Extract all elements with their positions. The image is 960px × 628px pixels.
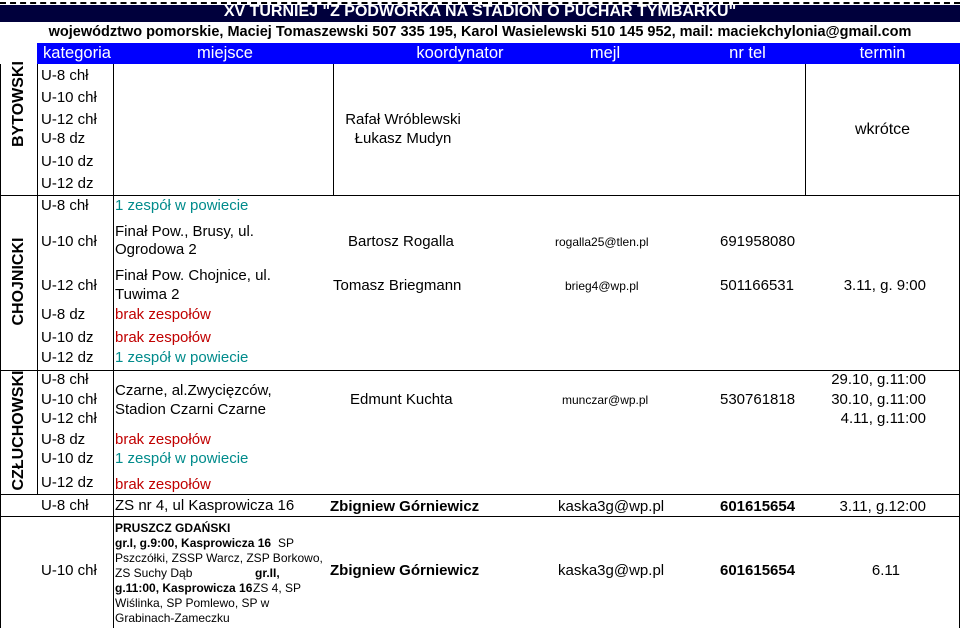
coordinator-name: Rafał Wróblewski bbox=[345, 111, 461, 128]
place-text: 1 zespół w powiecie bbox=[115, 197, 249, 214]
phone-number: 601615654 bbox=[720, 498, 796, 515]
place-text: g.11:00, Kasprowicza 16 bbox=[115, 581, 253, 595]
grid-left bbox=[0, 64, 1, 495]
place-text: brak zespołów bbox=[115, 306, 211, 323]
place-text: 1 zespół w powiecie bbox=[115, 349, 249, 366]
place-text: gr.II, bbox=[255, 566, 280, 580]
place-text: brak zespołów bbox=[115, 329, 211, 346]
page-title: XV TURNIEJ "Z PODWÓRKA NA STADION O PUCHAR TYMBARKU" bbox=[223, 3, 737, 20]
place-text: Czarne, al.Zwycięzców, bbox=[115, 382, 272, 399]
page-subtitle: województwo pomorskie, Maciej Tomaszewski 507 335 195, Karol Wasielewski 510 145 952, mail: maciekchylonia@gmail.com bbox=[48, 24, 912, 40]
place-text: Finał Pow., Brusy, ul. bbox=[115, 223, 254, 240]
place-text: Grabinach-Zameczku bbox=[115, 611, 230, 625]
category-label: U-10 dz bbox=[41, 329, 94, 346]
place-text: brak zespołów bbox=[115, 431, 211, 448]
place-text: ZS 4, SP bbox=[253, 581, 302, 595]
termin-value: 3.11, g.12:00 bbox=[839, 498, 926, 515]
phone-number: 530761818 bbox=[720, 391, 796, 408]
section-label-czluchow: CZŁUCHOWSKI bbox=[10, 370, 27, 491]
header-kategoria: kategoria bbox=[43, 44, 111, 62]
place-text: Wiślinka, SP Pomlewo, SP w bbox=[115, 596, 270, 610]
category-label: U-12 chł bbox=[41, 277, 97, 294]
place-text: ZS nr 4, ul Kasprowicza 16 bbox=[115, 497, 295, 514]
category-label: U-12 dz bbox=[41, 474, 94, 491]
termin-value: 3.11, g. 9:00 bbox=[843, 277, 926, 294]
email-text: kaska3g@wp.pl bbox=[558, 498, 665, 515]
category-label: U-12 chł bbox=[41, 410, 97, 427]
place-text: PRUSZCZ GDAŃSKI bbox=[115, 521, 231, 535]
place-text: Pszczółki, ZSSP Warcz, ZSP Borkowo, bbox=[115, 551, 323, 565]
category-label: U-8 dz bbox=[41, 431, 86, 448]
category-label: U-8 dz bbox=[41, 306, 86, 323]
phone-number: 501166531 bbox=[720, 277, 794, 294]
place-text: Tuwima 2 bbox=[115, 286, 180, 303]
place-text: gr.I, g.9:00, Kasprowicza 16 bbox=[115, 536, 272, 550]
category-label: U-10 dz bbox=[41, 153, 94, 170]
email-text: munczar@wp.pl bbox=[562, 393, 649, 407]
header-mejl: mejl bbox=[589, 44, 621, 62]
place-text: SP bbox=[278, 536, 295, 550]
email-text: kaska3g@wp.pl bbox=[558, 562, 665, 579]
phone-number: 601615654 bbox=[720, 562, 796, 579]
category-label: U-10 chł bbox=[41, 562, 97, 579]
category-label: U-8 chł bbox=[41, 497, 89, 514]
category-label: U-8 chł bbox=[41, 371, 89, 388]
header-koordynator: koordynator bbox=[416, 44, 504, 62]
coordinator-name: Edmunt Kuchta bbox=[350, 391, 453, 408]
termin-value: 4.11, g.11:00 bbox=[840, 410, 926, 427]
category-label: U-10 chł bbox=[41, 391, 97, 408]
place-text: brak zespołów bbox=[115, 476, 211, 493]
coordinator-name: Łukasz Mudyn bbox=[354, 130, 452, 147]
grid-section-divider bbox=[37, 64, 38, 495]
category-label: U-12 dz bbox=[41, 349, 94, 366]
termin-value: wkrótce bbox=[854, 121, 911, 138]
email-text: brieg4@wp.pl bbox=[565, 279, 639, 293]
category-label: U-10 chł bbox=[41, 233, 97, 250]
section-label-chojnice: CHOJNICKI bbox=[10, 237, 27, 326]
termin-value: 6.11 bbox=[871, 562, 900, 579]
category-label: U-12 chł bbox=[41, 111, 97, 128]
place-text: Stadion Czarni Czarne bbox=[115, 401, 266, 418]
place-text: Finał Pow. Chojnice, ul. bbox=[115, 267, 271, 284]
coordinator-name: Zbigniew Górniewicz bbox=[330, 498, 480, 515]
coordinator-name: Zbigniew Górniewicz bbox=[330, 562, 480, 579]
category-label: U-12 dz bbox=[41, 175, 94, 192]
category-label: U-8 chł bbox=[41, 197, 89, 214]
termin-value: 30.10, g.11:00 bbox=[831, 391, 926, 408]
place-text: ZS Suchy Dąb bbox=[115, 566, 193, 580]
category-label: U-8 dz bbox=[41, 130, 86, 147]
grid-left-lower bbox=[0, 495, 1, 628]
place-text: 1 zespół w powiecie bbox=[115, 450, 249, 467]
phone-number: 691958080 bbox=[720, 233, 796, 250]
category-label: U-8 chł bbox=[41, 67, 89, 84]
coordinator-name: Bartosz Rogalla bbox=[348, 233, 454, 250]
email-text: rogalla25@tlen.pl bbox=[555, 235, 649, 249]
termin-value: 29.10, g.11:00 bbox=[831, 371, 926, 388]
category-label: U-10 dz bbox=[41, 450, 94, 467]
section-label-bytow: BYTOWSKI bbox=[10, 61, 27, 147]
header-miejsce: miejsce bbox=[197, 44, 253, 62]
header-nr-tel: nr tel bbox=[729, 44, 766, 62]
coordinator-name: Tomasz Briegmann bbox=[333, 277, 462, 294]
category-label: U-10 chł bbox=[41, 89, 97, 106]
place-text: Ogrodowa 2 bbox=[115, 241, 197, 258]
header-termin: termin bbox=[859, 44, 906, 62]
